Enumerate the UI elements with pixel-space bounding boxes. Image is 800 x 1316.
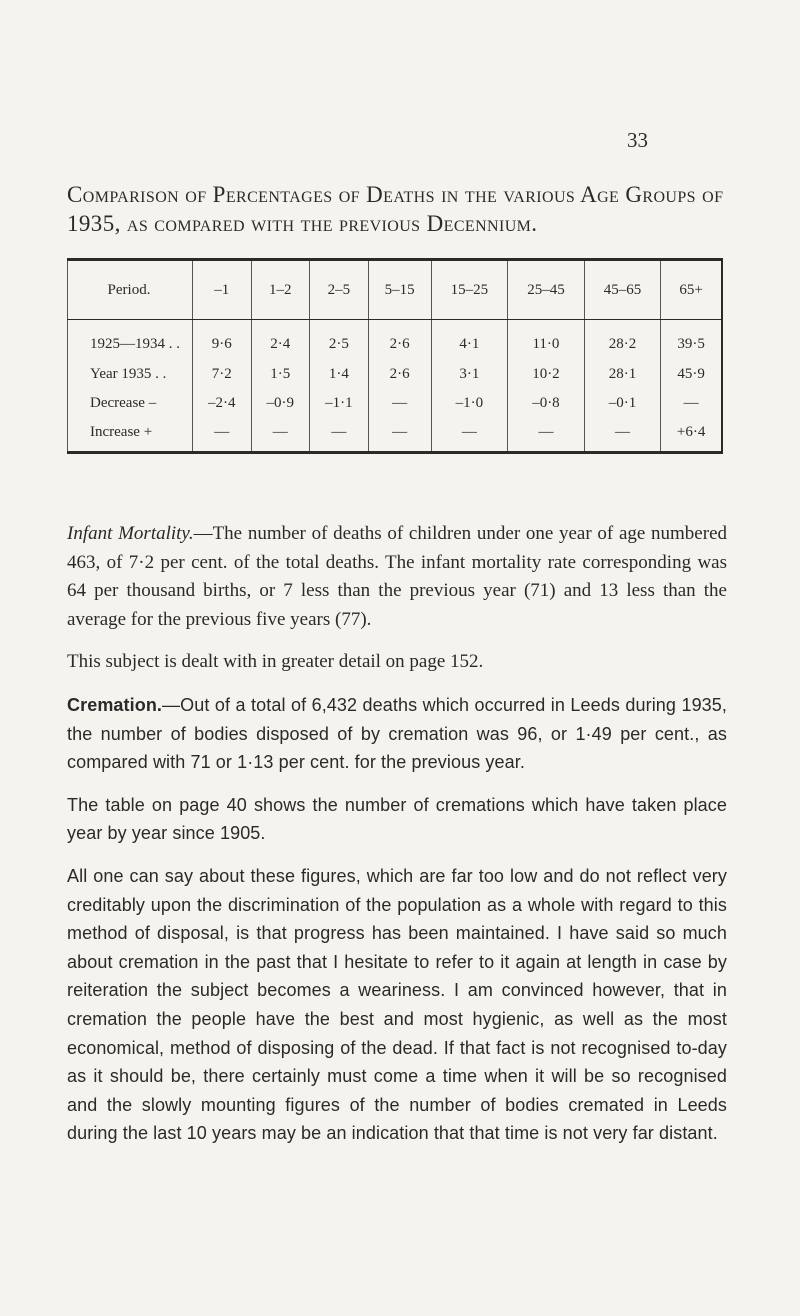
table-cell: 4·1: [431, 320, 508, 361]
infant-mortality-paragraph: [67, 520, 727, 634]
cremation-text: —Out of a total of 6,432 deaths which occurred in Leeds during 1935, the number of bodies disposed of by cremation was 96, or 1·49 per cent., as compared with 71 or 1·13 per cent. for the previous year.: [67, 694, 727, 773]
table-cell: 9·6: [193, 320, 252, 361]
cremation-conclusion-paragraph: All one can say about these figures, which are far too low and do not reflect very creditably upon the discrimination of the population as a whole with regard to this method of disposal, is that progress has been maintained. I have said so much about cremation in the past that I hesitate to refer to it again at length in case by reiteration the subject becomes a weariness. I am convinced however, that in cremation the people have the best and most hygienic, as well as the most economical, method of disposing of the dead. If that fact is not recognised to-day as it should be, there certainly must come a time when it will be so recognised and the slowly mounting figures of the number of bodies cremated in Leeds during the last 10 years may be an indication that that time is not very far distant.: [67, 865, 727, 1144]
infant-mortality-runin: Infant Mortality.: [67, 523, 194, 544]
table-cell: 2·4: [251, 320, 310, 361]
table-cell: –1·0: [431, 389, 508, 418]
detail-reference-paragraph: This subject is dealt with in greater detail on page 152.: [67, 651, 484, 673]
table-cell: —: [193, 418, 252, 453]
table-row: [68, 320, 723, 361]
cremation-table-reference-paragraph: The table on page 40 shows the number of cremations which have taken place year by year since 1905.: [67, 794, 727, 844]
table-cell: 10·2: [508, 360, 585, 389]
table-cell: —: [508, 418, 585, 453]
column-header: 5–15: [368, 260, 431, 320]
table-cell: 28·2: [584, 320, 661, 361]
table-cell: 2·6: [368, 320, 431, 361]
column-header: 2–5: [310, 260, 369, 320]
table-cell: –0·9: [251, 389, 310, 418]
period-header: Period.: [68, 260, 193, 320]
table-cell: 2·6: [368, 360, 431, 389]
table-cell: —: [251, 418, 310, 453]
row-label: Decrease –: [68, 389, 193, 418]
column-header: 45–65: [584, 260, 661, 320]
table-cell: 45·9: [661, 360, 722, 389]
table-heading: Comparison of Percentages of Deaths in the various Age Groups of 1935, as compared with the previous Decennium.: [67, 182, 724, 236]
row-label: Year 1935 . .: [68, 360, 193, 389]
page-number: 33: [627, 128, 648, 152]
table-cell: 28·1: [584, 360, 661, 389]
column-header: 25–45: [508, 260, 585, 320]
table-cell: —: [368, 418, 431, 453]
table-cell: 39·5: [661, 320, 722, 361]
column-header: 15–25: [431, 260, 508, 320]
table-cell: —: [368, 389, 431, 418]
table-cell: 3·1: [431, 360, 508, 389]
table-row: [68, 360, 723, 389]
row-label: Increase +: [68, 418, 193, 453]
row-label: 1925—1934 . .: [68, 320, 193, 361]
table-cell: 2·5: [310, 320, 369, 361]
table-cell: 7·2: [193, 360, 252, 389]
column-header: 1–2: [251, 260, 310, 320]
cremation-runin: Cremation.: [67, 694, 163, 715]
table-row: [68, 389, 723, 418]
table-cell: –2·4: [193, 389, 252, 418]
table-row: [68, 418, 723, 453]
table-cell: –0·1: [584, 389, 661, 418]
table-cell: 11·0: [508, 320, 585, 361]
table-cell: 1·4: [310, 360, 369, 389]
table-cell: –0·8: [508, 389, 585, 418]
table-cell: —: [661, 389, 722, 418]
table-cell: +6·4: [661, 418, 722, 453]
cremation-paragraph: [67, 691, 727, 777]
column-header: –1: [193, 260, 252, 320]
table-cell: 1·5: [251, 360, 310, 389]
age-group-comparison-table: [67, 258, 723, 454]
table-cell: —: [310, 418, 369, 453]
infant-mortality-text: —The number of deaths of children under one year of age numbered 463, of 7·2 per cent. of the total deaths. The infant mortality rate corresponding was 64 per thousand births, or 7 less than the previous year (71) and 13 less than the average for the previous five years (77).: [67, 523, 728, 630]
table-cell: –1·1: [310, 389, 369, 418]
table-cell: —: [584, 418, 661, 453]
table-header-row: [68, 260, 723, 320]
column-header: 65+: [661, 260, 722, 320]
body-text: [67, 520, 727, 1162]
table-cell: —: [431, 418, 508, 453]
